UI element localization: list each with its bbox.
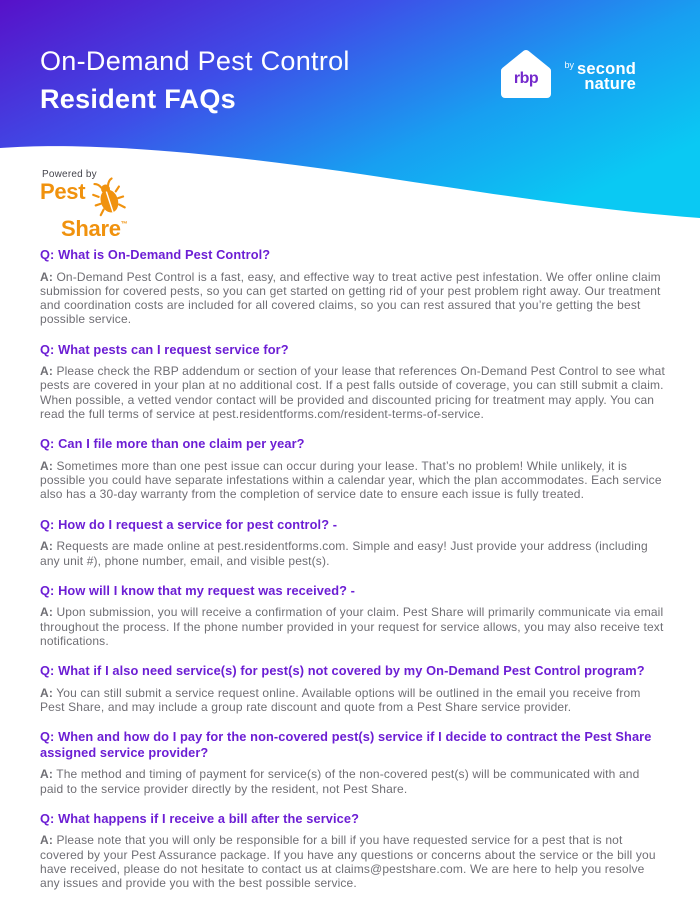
page-subtitle: Resident FAQs (40, 84, 236, 114)
rbp-house-icon (497, 46, 555, 104)
faq-item (40, 811, 665, 891)
svg-text:rbp: rbp (513, 70, 538, 87)
answer-prefix: A: (40, 269, 53, 284)
faq-answer: A: Please note that you will only be responsible for a bill if you have requested service for a pest that is not covered by your Pest Assurance package. If you have any questions or concerns about the service or the bill you have received, please do not hesitate to contact us at claims@pestshare.com. We are here to help you resolve any issues and provide you with the best possible service. (40, 833, 656, 891)
faq-answer: A: Requests are made online at pest.residentforms.com. Simple and easy! Just provide your address (including any unit #), phone number, email, and visible pest(s). (40, 539, 648, 568)
answer-prefix: A: (40, 458, 53, 473)
second-nature-wordmark (565, 58, 636, 92)
faq-question: Q: What pests can I request service for? (40, 341, 289, 357)
faq-question: Q: What happens if I receive a bill after the service? (40, 810, 360, 826)
faq-answer: A: Upon submission, you will receive a confirmation of your claim. Pest Share will primarily communicate via email throughout the process. If the phone number provided in your request for service allows, you may also receive text notifications. (40, 605, 664, 648)
faq-item (40, 436, 665, 501)
rbp-second-nature-logo (497, 46, 636, 104)
faq-item (40, 517, 665, 568)
answer-prefix: A: (40, 605, 53, 620)
by-label: by (564, 60, 575, 70)
faq-item (40, 342, 665, 422)
answer-prefix: A: (40, 364, 53, 379)
faq-answer: A: Sometimes more than one pest issue can occur during your lease. That’s no problem! While unlikely, it is possible you could have separate infestations within a calendar year, which the plan accommodates. Each service also has a 30-day warranty from the completion of service date to ensure each issue is fully treated. (40, 458, 662, 502)
faq-answer: A: The method and timing of payment for service(s) of the non-covered pest(s) will be communicated with and paid to the service provider directly by the resident, not Pest Share. (40, 767, 640, 796)
answer-prefix: A: (40, 767, 53, 782)
pest-wordmark: Pest (40, 179, 86, 204)
faq-list (40, 247, 665, 906)
faq-question: Q: How do I request a service for pest control? - (40, 516, 338, 532)
page-title: On-Demand Pest Control (40, 46, 350, 76)
faq-item (40, 663, 665, 714)
brand-word-second: second (577, 60, 636, 78)
faq-question: Q: Can I file more than one claim per year? (40, 436, 305, 452)
faq-question: Q: How will I know that my request was received? - (40, 582, 356, 598)
faq-item (40, 729, 665, 796)
answer-prefix: A: (40, 833, 53, 848)
powered-by-label: Powered by (42, 169, 97, 180)
faq-question: Q: What if I also need service(s) for pest(s) not covered by my On-Demand Pest Control program? (40, 663, 645, 679)
answer-prefix: A: (40, 539, 53, 554)
header-titles (40, 42, 350, 118)
answer-prefix: A: (40, 685, 53, 700)
pest-share-logo (40, 169, 200, 241)
share-wordmark: Share (61, 216, 121, 241)
faq-item (40, 583, 665, 648)
trademark-symbol: ™ (120, 221, 128, 228)
faq-answer: A: You can still submit a service request online. Available options will be outlined in the email you receive from Pest Share, and may include a group rate discount and quote from a Pest Share service provider. (40, 685, 641, 715)
faq-answer: A: On-Demand Pest Control is a fast, easy, and effective way to treat active pest infestation. We offer online claim submission for covered pests, so you can get started on getting rid of your pest problem right away. Our treatment and coordination costs are included for all covered claims, so you can rest assured that you’re getting the best possible service. (40, 269, 661, 327)
faq-question: Q: When and how do I pay for the non-covered pest(s) service if I decide to contract the Pest Share assigned service provider? (40, 729, 652, 760)
faq-item (40, 247, 665, 327)
brand-word-nature: nature (584, 75, 636, 93)
faq-question: Q: What is On-Demand Pest Control? (40, 247, 271, 262)
faq-answer: A: Please check the RBP addendum or section of your lease that references On-Demand Pest Control to see what pests are covered in your plan at no additional cost. If a pest falls outside of coverage, you can still submit a claim. When possible, a vetted vendor contact will be provided and discounted pricing for treatment may apply. You can read the full terms of service at pest.residentforms.com/resident-terms-of-service. (40, 364, 665, 422)
bug-icon (92, 176, 128, 218)
